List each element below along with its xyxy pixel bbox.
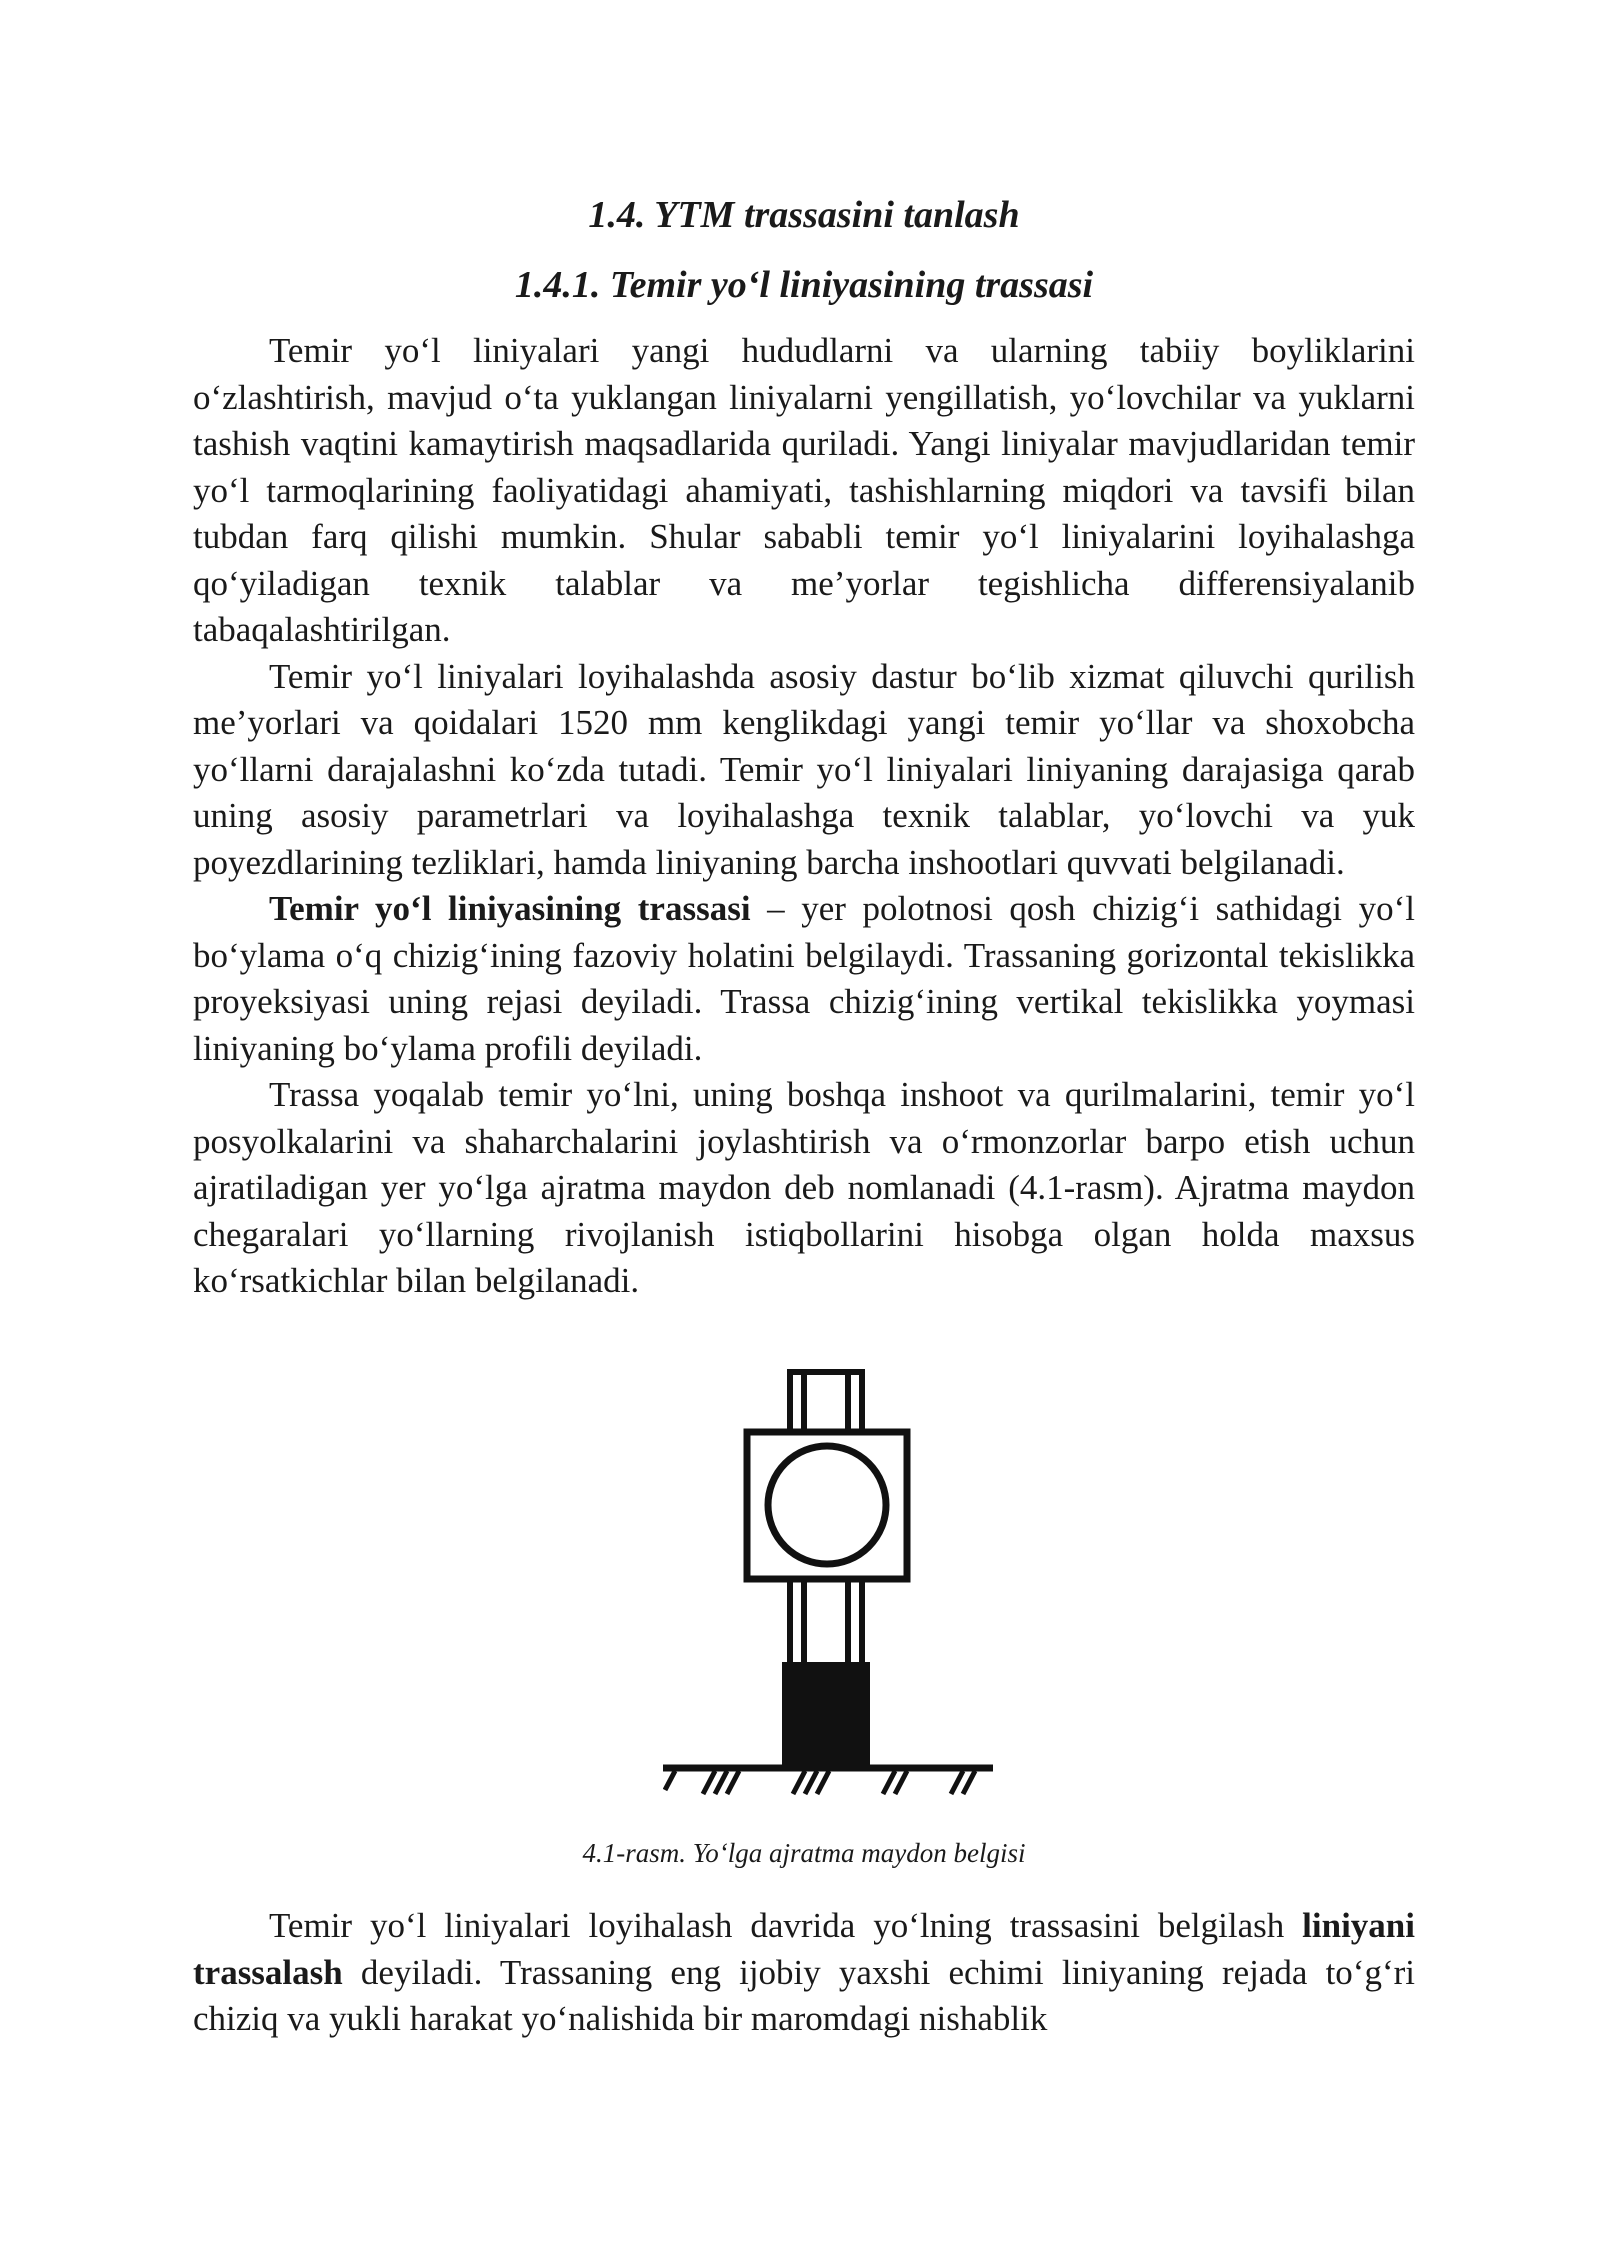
paragraph-3 [193,886,1415,1072]
document-page [193,0,1415,2262]
paragraph-5-lead: Temir yo‘l liniyalari loyihalash davrida yo‘lning trassasini belgilash [269,1906,1303,1945]
paragraph-3-text: – yer polotnosi qosh chizig‘i sathidagi yo‘l bo‘ylama o‘q chizig‘ining fazoviy holatini belgilaydi. Trassaning gorizontal tekislikka proyeksiyasi uning rejasi deyiladi. Trassa chizig‘ining vertikal tekislikka yoymasi liniyaning bo‘ylama profili deyiladi. [193,889,1415,1068]
subsection-heading: 1.4.1. Temir yo‘l liniyasining trassasi [514,264,1094,306]
body-text-continued [193,1903,1415,2043]
paragraph-1-text: Temir yo‘l liniyalari yangi hududlarni va ularning tabiiy boyliklarini o‘zlashtirish, mavjud o‘ta yuklangan liniyalarni yengillatish, yo‘lovchilar va yuklarni tashish vaqtini kamaytirish maqsadlarida quriladi. Yangi liniyalar mavjudlaridan temir yo‘l tarmoqlarining faoliyatidagi ahamiyati, tashishlarning miqdori va tavsifi bilan tubdan farq qilishi mumkin. Shular sababli temir yo‘l liniyalarini loyihalashga qo‘yiladigan texnik talablar va me’yorlar tegishlicha differensiyalanib tabaqalashtirilgan. [193,331,1415,649]
paragraph-5-term: liniyani trassalash [193,1906,1415,1992]
paragraph-4-text: Trassa yoqalab temir yo‘lni, uning boshqa inshoot va qurilmalarini, temir yo‘l posyolkalarini va shaharchalarini joylashtirish va o‘rmonzorlar barpo etish uchun ajratiladigan yer yo‘lga ajratma maydon deb nomlanadi (4.1-rasm). Ajratma maydon chegaralari yo‘llarning rivojlanish istiqbollarini hisobga olgan holda maxsus ko‘rsatkichlar bilan belgilanadi. [193,1075,1415,1300]
figure-caption: 4.1-rasm. Yo‘lga ajratma maydon belgisi [582,1838,1026,1868]
paragraph-3-term: Temir yo‘l liniyasining trassasi [269,889,751,928]
section-heading: 1.4. YTM trassasini tanlash [588,194,1020,236]
paragraph-1 [193,328,1415,654]
paragraph-5 [193,1903,1415,2043]
body-text [193,328,1415,1305]
paragraph-2 [193,654,1415,887]
paragraph-4 [193,1072,1415,1305]
paragraph-2-text: Temir yo‘l liniyalari loyihalashda asosiy dastur bo‘lib xizmat qiluvchi qurilish me’yorlari va qoidalari 1520 mm kenglikdagi yangi temir yo‘llar va shoxobcha yo‘llarni darajalashni ko‘zda tutadi. Temir yo‘l liniyalari liniyaning darajasiga qarab uning asosiy parametrlari va loyihalashga texnik talablar, yo‘lovchi va yuk poyezdlarining tezliklari, hamda liniyaning barcha inshootlari quvvati belgilanadi. [193,656,1415,882]
paragraph-5-text: deyiladi. Trassaning eng ijobiy yaxshi echimi liniyaning rejada to‘g‘ri chiziq va yukli harakat yo‘nalishida bir maromdagi nishablik [193,1952,1415,2038]
right-of-way-boundary-sign-icon [663,1362,1023,1802]
